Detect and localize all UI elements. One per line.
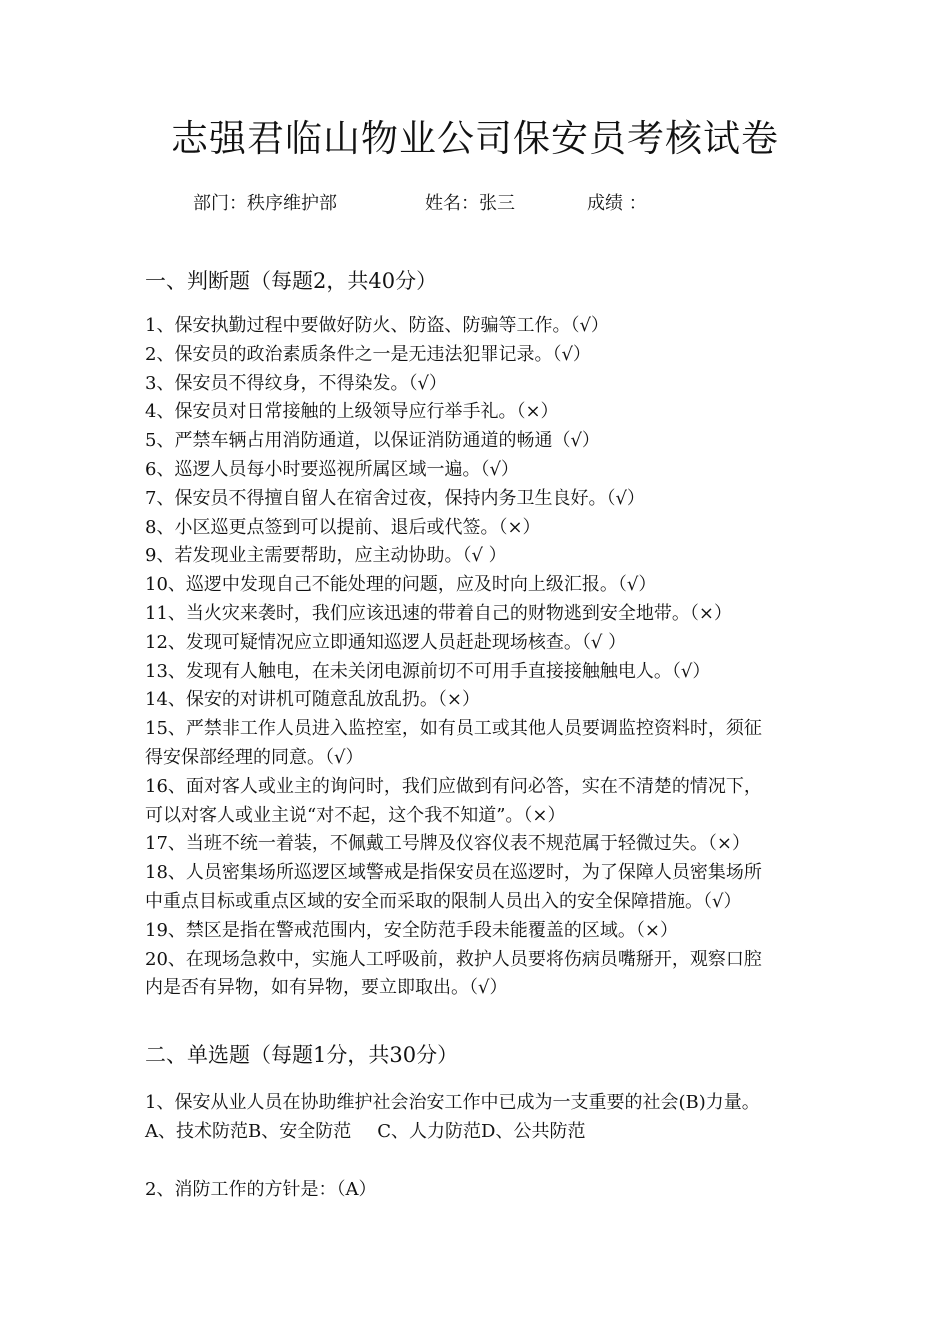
question-line: 可以对客人或业主说“对不起，这个我不知道”。（×） [145,804,566,826]
question-line: 18、人员密集场所巡逻区域警戒是指保安员在巡逻时，为了保障人员密集场所 [145,862,762,884]
question-line: 中重点目标或重点区域的安全而采取的限制人员出入的安全保障措施。（√） [145,891,742,912]
question-line: 14、保安的对讲机可随意乱放乱扔。（×） [145,689,480,711]
question-line: 7、保安员不得擅自留人在宿舍过夜，保持内务卫生良好。（√） [145,487,645,509]
question-line: 1、保安从业人员在协助维护社会治安工作中已成为一支重要的社会(B)力量。 [145,1092,760,1113]
question-line: 16、面对客人或业主的询问时，我们应做到有问必答，实在不清楚的情况下， [145,775,762,797]
department-field: 部门：秩序维护部 [193,193,337,214]
option-b: B、安全防范 [248,1121,352,1142]
question-line: 19、禁区是指在警戒范围内，安全防范手段未能覆盖的区域。（×） [145,919,678,941]
question-line: 9、若发现业主需要帮助，应主动协助。（√ ） [145,545,507,567]
option-a: A、技术防范 [145,1121,248,1142]
question-line: 6、巡逻人员每小时要巡视所属区域一遍。（√） [145,459,519,480]
page-title: 志强君临山物业公司保安员考核试卷 [171,117,779,160]
name-field: 姓名：张三 [425,193,515,214]
question-line: 2、消防工作的方针是：（A） [145,1179,377,1200]
section1-heading: 一、判断题（每题2，共40分） [145,269,438,293]
question-line: 3、保安员不得纹身，不得染发。（√） [145,372,447,394]
question-line: 2、保安员的政治素质条件之一是无违法犯罪记录。（√） [145,343,591,365]
question-line: 11、当火灾来袭时，我们应该迅速的带着自己的财物逃到安全地带。（×） [145,603,732,624]
option-c: C、人力防范 [377,1121,482,1142]
question-line: 12、发现可疑情况应立即通知巡逻人员赶赴现场核查。（√ ） [145,631,627,653]
question-line: 内是否有异物，如有异物，要立即取出。（√） [145,977,508,999]
score-field: 成绩 ： [587,193,647,214]
question-line: 13、发现有人触电，在未关闭电源前切不可用手直接接触触电人。（√） [145,660,711,682]
section2-heading: 二、单选题（每题1分，共30分） [145,1043,459,1067]
question-line: 8、小区巡更点签到可以提前、退后或代签。（×） [145,516,541,538]
question-line: 20、在现场急救中，实施人工呼吸前，救护人员要将伤病员嘴掰开，观察口腔 [145,948,762,970]
question-line: 4、保安员对日常接触的上级领导应行举手礼。（×） [145,401,559,423]
question-line: 15、严禁非工作人员进入监控室，如有员工或其他人员要调监控资料时，须征 [145,718,762,740]
question-line: 5、严禁车辆占用消防通道，以保证消防通道的畅通（√） [145,430,600,452]
options-line [145,1120,585,1144]
question-line: 得安保部经理的同意。（√） [145,747,364,768]
question-line: 1、保安执勤过程中要做好防火、防盗、防骗等工作。（√） [145,315,609,336]
question-line: 17、当班不统一着装，不佩戴工号牌及仪容仪表不规范属于轻微过失。（×） [145,833,750,855]
question-line: 10、巡逻中发现自己不能处理的问题，应及时向上级汇报。（√） [145,574,657,596]
option-d: D、公共防范 [481,1121,586,1142]
